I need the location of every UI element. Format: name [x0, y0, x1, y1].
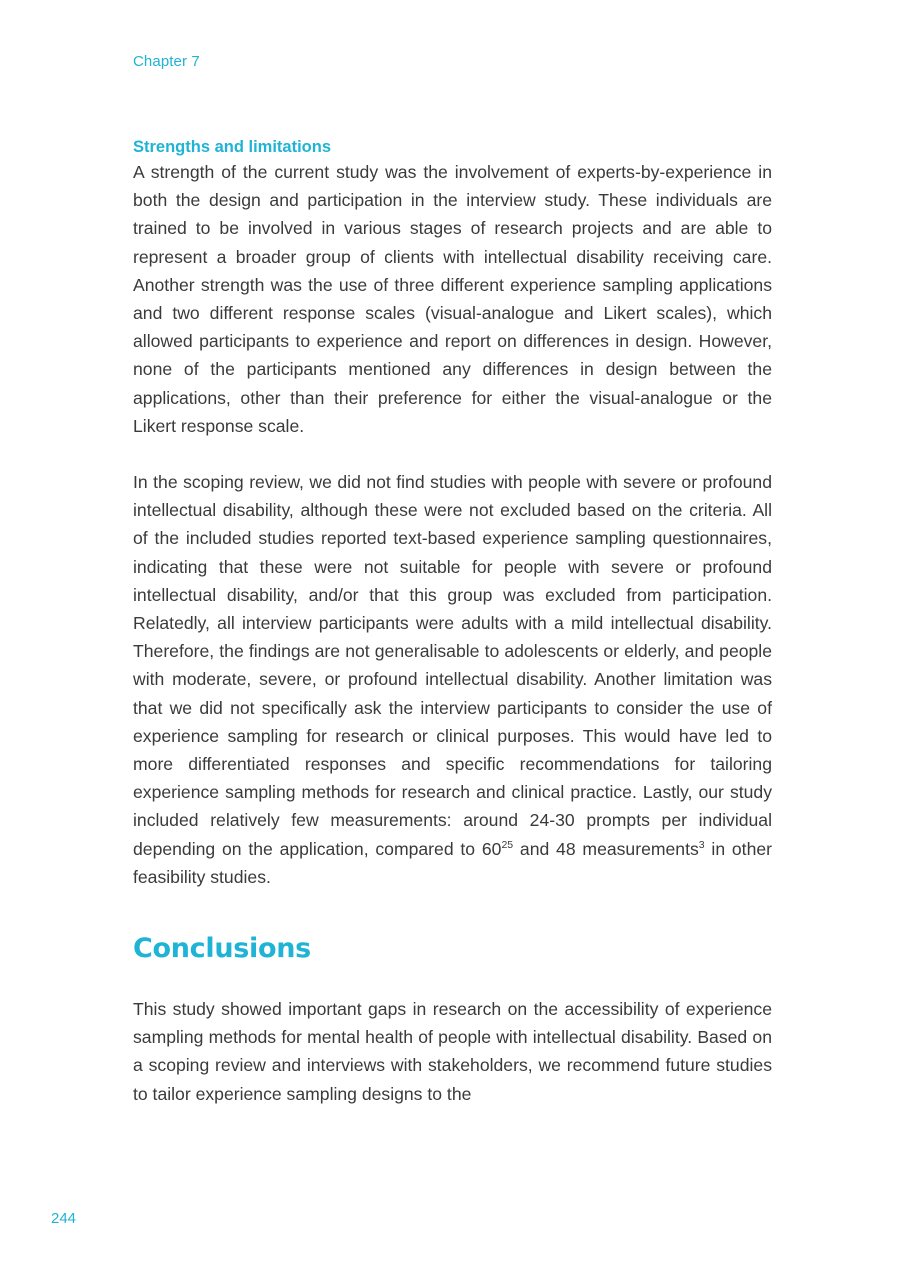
conclusions-paragraph: This study showed important gaps in research on the accessibility of experience sampling methods for mental health of people with intellectual disability. Based on a scoping review and interviews with stakeholders, we recommend future studies to tailor experience sampling designs to the: [133, 999, 772, 1104]
limitations-paragraph: [133, 468, 772, 891]
limitations-text-1: In the scoping review, we did not find studies with people with severe or profound intellectual disability, although these were not excluded based on the criteria. All of the included studies reported text-based experience sampling questionnaires, indicating that these were not suitable for people with severe or profound intellectual disability, and/or that this group was excluded from participation. Relatedly, all interview participants were adults with a mild intellectual disability. Therefore, the findings are not generalisable to adolescents or elderly, and people with moderate, severe, or profound intellectual disability. Another limitation was that we did not specifically ask the interview participants to consider the use of experience sampling for research or clinical purposes. This would have led to more differentiated responses and specific recommendations for tailoring experience sampling methods for research and clinical practice. Lastly, our study included relatively few measurements: around 24-30 prompts per individual depending on the application, compared to 60: [133, 472, 772, 859]
citation-ref-3[interactable]: 3: [698, 838, 705, 851]
conclusions-heading: Conclusions: [133, 933, 311, 965]
strengths-limitations-heading: Strengths and limitations: [133, 138, 332, 156]
limitations-text-3: in other feasibility studies.: [133, 838, 772, 887]
page-number: 244: [51, 1210, 77, 1227]
citation-ref-25[interactable]: 25: [501, 838, 514, 851]
page-content: [133, 136, 772, 1108]
strengths-paragraph: A strength of the current study was the involvement of experts-by-experience in both the design and participation in the interview study. These individuals are trained to be involved in various stages of research projects and are able to represent a broader group of clients with intellectual disability receiving care. Another strength was the use of three different experience sampling applications and two different response scales (visual-analogue and Likert scales), which allowed participants to experience and report on differences in design. However, none of the participants mentioned any differences in design between the applications, other than their preference for either the visual-analogue or the Likert response scale.: [133, 162, 772, 436]
limitations-text-2: and 48 measurements: [513, 838, 699, 859]
running-head: Chapter 7: [133, 53, 200, 70]
